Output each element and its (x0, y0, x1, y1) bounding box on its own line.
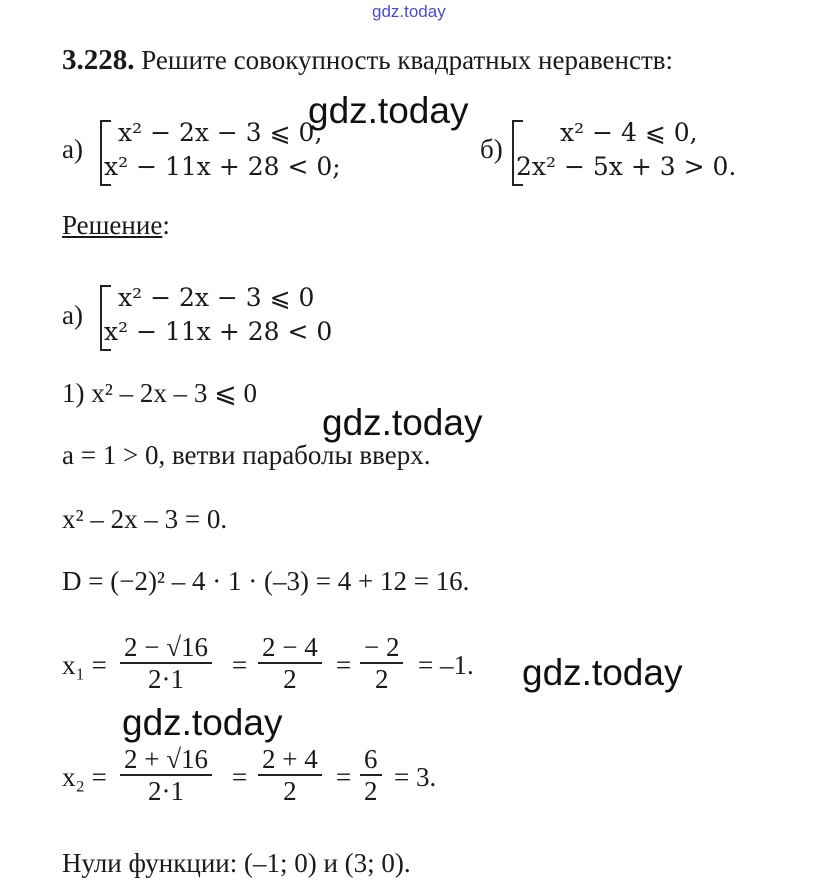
equals-sign: = (232, 650, 248, 680)
x2-fraction-3 (360, 744, 382, 806)
solution-label (62, 210, 170, 241)
x2-lhs: x₂ = (62, 762, 107, 792)
x1-fraction-2-denominator: 2 (283, 664, 297, 694)
problem-part-a-label: а) (62, 134, 83, 164)
problem-part-b-line-2: 2x² − 5x + 3 > 0. (516, 152, 737, 181)
problem-part-b-line-1: x² − 4 ⩽ 0, (560, 118, 698, 147)
leading-coefficient-note: a = 1 > 0, ветви параболы вверх. (62, 440, 431, 470)
problem-number: 3.228. (62, 44, 135, 76)
x1-fraction-3-denominator: 2 (374, 664, 389, 694)
x2-fraction-1 (120, 744, 212, 806)
x2-fraction-2-denominator: 2 (283, 776, 297, 806)
problem-part-a-line-1: x² − 2x − 3 ⩽ 0, (118, 118, 323, 147)
x2-fraction-3-denominator: 2 (364, 776, 378, 806)
solution-part-a-line-1: x² − 2x − 3 ⩽ 0 (118, 283, 315, 312)
x2-fraction-3-numerator: 6 (364, 744, 378, 774)
discriminant: D = (−2)² – 4 · 1 · (–3) = 4 + 12 = 16. (62, 566, 470, 596)
equals-sign: = (232, 762, 248, 792)
equals-sign: = (336, 762, 352, 792)
solution-label-suffix: : (162, 210, 170, 240)
x1-result: = –1. (418, 650, 474, 680)
x2-fraction-2 (258, 744, 322, 806)
x1-fraction-2-numerator: 2 − 4 (262, 632, 318, 662)
watermark-overlay: gdz.today (322, 402, 483, 443)
problem-header (62, 44, 673, 77)
problem-statement: Решите совокупность квадратных неравенств: (141, 45, 673, 75)
x2-fraction-1-denominator: 2·1 (148, 776, 185, 806)
quadratic-equation: x² – 2x – 3 = 0. (62, 504, 228, 534)
x1-fraction-2 (258, 632, 322, 694)
watermark-overlay: gdz.today (522, 652, 683, 693)
x1-fraction-1 (120, 632, 212, 694)
problem-part-a-line-2: x² − 11x + 28 < 0; (104, 152, 341, 181)
problem-part-b-label: б) (480, 134, 503, 164)
solution-part-a-line-2: x² − 11x + 28 < 0 (104, 317, 333, 346)
solution-label-text: Решение (62, 210, 163, 240)
watermark-overlay: gdz.today (308, 90, 469, 131)
solution-part-a-label: а) (62, 300, 83, 330)
x2-fraction-1-numerator: 2 + √16 (124, 744, 209, 774)
x1-lhs: x₁ = (62, 650, 107, 680)
function-zeros: Нули функции: (–1; 0) и (3; 0). (62, 848, 411, 878)
x1-fraction-3 (360, 632, 403, 694)
x1-fraction-1-numerator: 2 − √16 (124, 632, 209, 662)
x1-fraction-1-denominator: 2·1 (148, 664, 185, 694)
x1-fraction-3-numerator: − 2 (364, 632, 400, 662)
step-1: 1) x² – 2x – 3 ⩽ 0 (62, 378, 257, 408)
x2-fraction-2-numerator: 2 + 4 (262, 744, 318, 774)
x2-result: = 3. (394, 762, 437, 792)
watermark-overlay: gdz.today (122, 702, 283, 743)
equals-sign: = (336, 650, 352, 680)
top-watermark: gdz.today (372, 2, 446, 21)
